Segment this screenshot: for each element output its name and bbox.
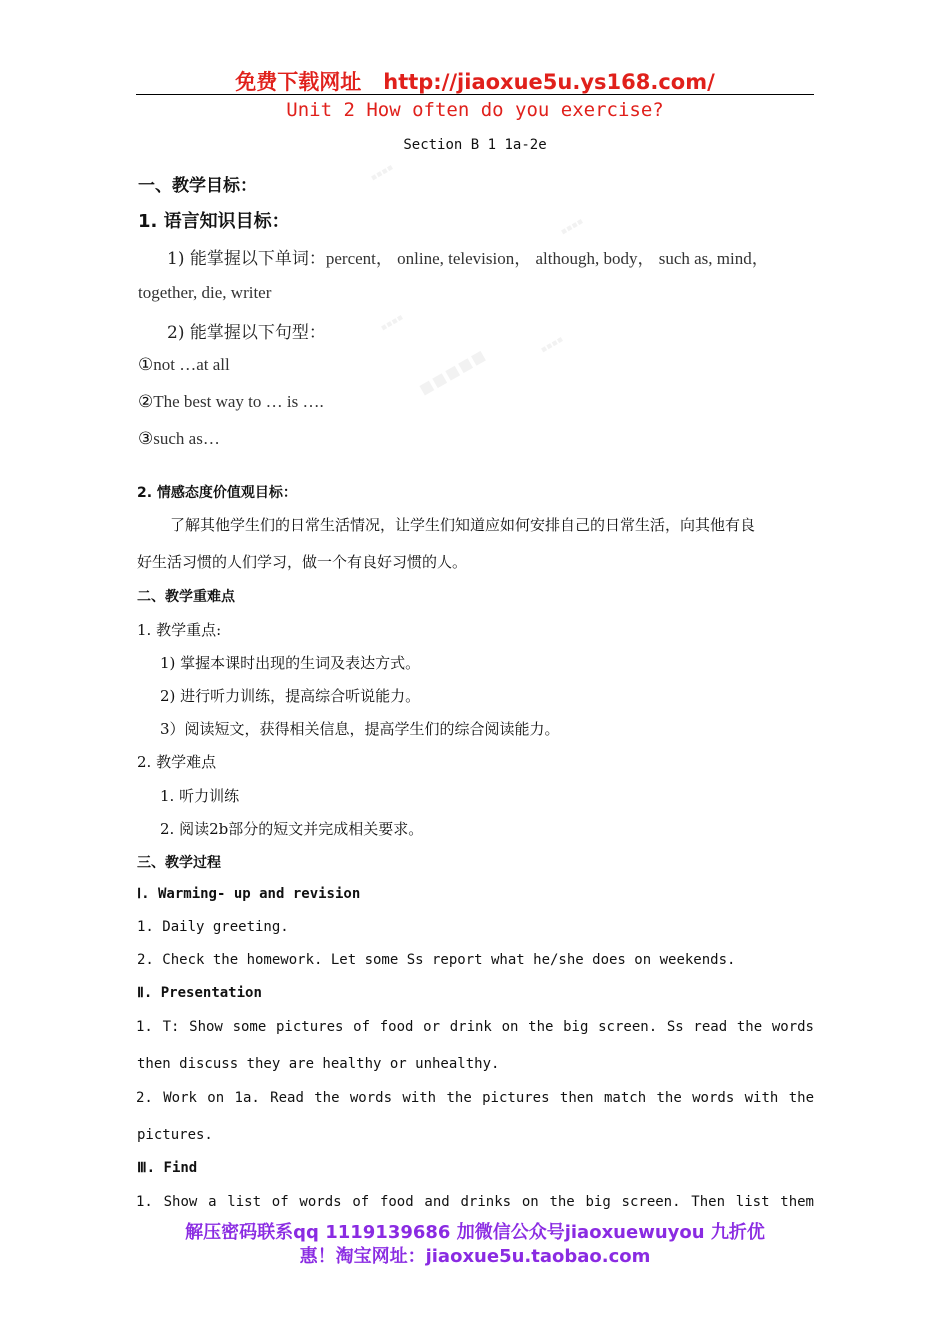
goal-2-heading: 2. 情感态度价值观目标： bbox=[137, 485, 297, 501]
header-divider bbox=[136, 94, 814, 95]
part-2-item-1-line-1: 1. T: Show some pictures of food or drink on the big screen. Ss read the words bbox=[136, 1019, 814, 1035]
part-1-item: 2. Check the homework. Let some Ss report what he/she does on weekends. bbox=[137, 952, 736, 968]
key-point-item: 3）阅读短文，获得相关信息，提高学生们的综合阅读能力。 bbox=[160, 720, 560, 738]
part-2-item-2-line-2: pictures. bbox=[137, 1127, 213, 1143]
part-3-item-1-line-1: 1. Show a list of words of food and drinks on the big screen. Then list them bbox=[136, 1194, 814, 1210]
key-points-heading: 1. 教学重点: bbox=[137, 621, 222, 639]
watermark-fragment: ▪▪▪▪ bbox=[369, 162, 396, 184]
vocab-words: percent， online, television， although, body， such as, mind， bbox=[325, 249, 769, 268]
pattern-item bbox=[138, 429, 220, 449]
key-point-item: 1) 掌握本课时出现的生词及表达方式。 bbox=[160, 654, 421, 672]
header-url-link[interactable]: http://jiaoxue5u.ys168.com/ bbox=[383, 70, 715, 94]
part-2-item-1-line-2: then discuss they are healthy or unhealthy. bbox=[137, 1056, 500, 1072]
section-1-heading: 一、教学目标： bbox=[138, 176, 257, 196]
difficult-point-item: 1. 听力训练 bbox=[160, 787, 240, 805]
goal-1-heading: 1. 语言知识目标： bbox=[138, 211, 290, 232]
key-point-item: 2) 进行听力训练，提高综合听说能力。 bbox=[160, 687, 421, 705]
section-3-heading: 三、教学过程 bbox=[137, 855, 221, 871]
pattern-item bbox=[138, 392, 324, 412]
footer-line-2: 惠！淘宝网址：jiaoxue5u.taobao.com bbox=[299, 1246, 651, 1267]
header-label: 免费下载网址 bbox=[235, 70, 362, 94]
watermark-fragment: ▪▪▪▪▪ bbox=[413, 343, 491, 402]
vocab-label: 1) 能掌握以下单词： bbox=[167, 249, 326, 269]
document-title: Unit 2 How often do you exercise? bbox=[286, 99, 664, 121]
patterns-label: 2) 能掌握以下句型： bbox=[167, 323, 326, 343]
pattern-text: such as… bbox=[153, 429, 220, 448]
vocab-line bbox=[167, 244, 769, 269]
part-3-heading: Ⅲ. Find bbox=[137, 1160, 198, 1176]
goal-2-body-line-2: 好生活习惯的人们学习，做一个有良好习惯的人。 bbox=[137, 553, 468, 571]
download-header bbox=[0, 66, 950, 96]
difficult-point-item: 2. 阅读2b部分的短文并完成相关要求。 bbox=[160, 820, 424, 838]
part-2-heading: Ⅱ. Presentation bbox=[137, 985, 262, 1001]
section-2-heading: 二、教学重难点 bbox=[137, 589, 235, 605]
watermark-fragment: ▪▪▪▪ bbox=[379, 312, 406, 334]
pattern-item bbox=[138, 355, 230, 375]
difficult-points-heading: 2. 教学难点 bbox=[137, 753, 217, 771]
part-2-item-2-line-1: 2. Work on 1a. Read the words with the pictures then match the words with the bbox=[136, 1090, 814, 1106]
vocab-words-continued: together, die, writer bbox=[138, 283, 272, 302]
footer-line-1: 解压密码联系qq 1119139686 加微信公众号jiaoxuewuyou 九折优 bbox=[185, 1222, 765, 1243]
pattern-text: The best way to … is …. bbox=[153, 392, 324, 411]
watermark-fragment: ▪▪▪▪ bbox=[539, 334, 566, 356]
part-1-item: 1. Daily greeting. bbox=[137, 919, 289, 935]
document-subtitle: Section B 1 1a-2e bbox=[403, 137, 547, 153]
pattern-text: not …at all bbox=[153, 355, 230, 374]
pattern-marker: ③ bbox=[138, 429, 154, 449]
pattern-marker: ② bbox=[138, 392, 154, 412]
part-1-heading: Ⅰ. Warming- up and revision bbox=[137, 886, 361, 902]
pattern-marker: ① bbox=[138, 355, 154, 375]
watermark-fragment: ▪▪▪▪ bbox=[559, 216, 586, 238]
goal-2-body-line-1: 了解其他学生们的日常生活情况，让学生们知道应如何安排自己的日常生活，向其他有良 bbox=[170, 516, 756, 534]
